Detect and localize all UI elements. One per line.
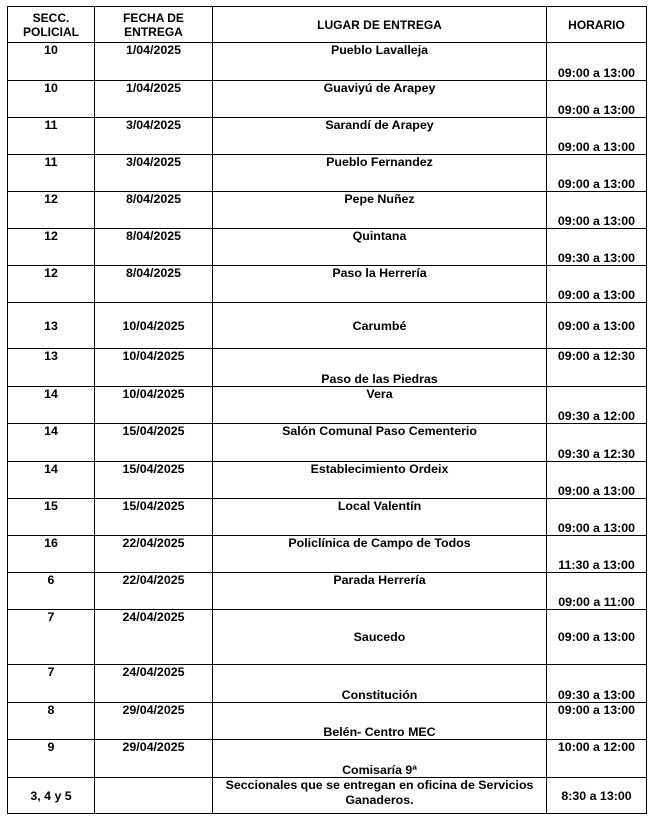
cell-fecha: 10/04/2025: [95, 387, 213, 424]
cell-fecha: [95, 778, 213, 814]
table-row: [8, 81, 647, 118]
table-row: [8, 778, 647, 814]
cell-lugar: Establecimiento Ordeix: [213, 462, 547, 499]
cell-seccion: 12: [8, 229, 95, 266]
delivery-schedule-table: [7, 6, 647, 814]
table-row: [8, 665, 647, 703]
cell-horario: 09:00 a 13:00: [547, 266, 647, 303]
cell-lugar: Carumbé: [213, 303, 547, 349]
cell-horario: 09:00 a 11:00: [547, 573, 647, 610]
table-row: [8, 387, 647, 424]
cell-seccion: 14: [8, 387, 95, 424]
cell-seccion: 11: [8, 155, 95, 192]
header-fecha: FECHA DE ENTREGA: [95, 7, 213, 43]
header-horario: HORARIO: [547, 7, 647, 43]
cell-fecha: 10/04/2025: [95, 303, 213, 349]
cell-seccion: 7: [8, 665, 95, 703]
cell-seccion: 15: [8, 499, 95, 536]
cell-lugar: Pueblo Fernandez: [213, 155, 547, 192]
table-row: [8, 536, 647, 573]
table-row: [8, 229, 647, 266]
cell-fecha: 15/04/2025: [95, 462, 213, 499]
cell-horario: 10:00 a 12:00: [547, 740, 647, 778]
cell-fecha: 15/04/2025: [95, 424, 213, 462]
cell-horario: 09:00 a 13:00: [547, 703, 647, 740]
cell-fecha: 1/04/2025: [95, 81, 213, 118]
cell-horario: 09:30 a 12:00: [547, 387, 647, 424]
cell-seccion: 10: [8, 43, 95, 81]
cell-fecha: 3/04/2025: [95, 155, 213, 192]
cell-lugar: Saucedo: [213, 610, 547, 665]
header-lugar: LUGAR DE ENTREGA: [213, 7, 547, 43]
cell-lugar: Paso la Herrería: [213, 266, 547, 303]
cell-seccion: 7: [8, 610, 95, 665]
table-row: [8, 43, 647, 81]
cell-lugar: Comisaría 9ª: [213, 740, 547, 778]
cell-fecha: 24/04/2025: [95, 665, 213, 703]
table-row: [8, 610, 647, 665]
cell-lugar: Vera: [213, 387, 547, 424]
cell-lugar: Pepe Nuñez: [213, 192, 547, 229]
cell-seccion: 8: [8, 703, 95, 740]
cell-horario: 09:30 a 13:00: [547, 229, 647, 266]
cell-horario: 11:30 a 13:00: [547, 536, 647, 573]
cell-horario: 09:00 a 13:00: [547, 81, 647, 118]
table-row: [8, 266, 647, 303]
cell-seccion: 3, 4 y 5: [8, 778, 95, 814]
cell-horario: 8:30 a 13:00: [547, 778, 647, 814]
cell-fecha: 1/04/2025: [95, 43, 213, 81]
cell-fecha: 8/04/2025: [95, 192, 213, 229]
table-header-row: [8, 7, 647, 43]
cell-seccion: 16: [8, 536, 95, 573]
cell-fecha: 24/04/2025: [95, 610, 213, 665]
cell-seccion: 6: [8, 573, 95, 610]
table-row: [8, 573, 647, 610]
cell-horario: 09:30 a 13:00: [547, 665, 647, 703]
cell-fecha: 15/04/2025: [95, 499, 213, 536]
cell-lugar: Sarandí de Arapey: [213, 118, 547, 155]
cell-seccion: 9: [8, 740, 95, 778]
cell-lugar: Seccionales que se entregan en oficina de Servicios Ganaderos.: [213, 778, 547, 814]
cell-horario: 09:00 a 13:00: [547, 303, 647, 349]
cell-lugar: Local Valentín: [213, 499, 547, 536]
cell-fecha: 29/04/2025: [95, 740, 213, 778]
table-row: [8, 499, 647, 536]
cell-seccion: 12: [8, 266, 95, 303]
cell-fecha: 8/04/2025: [95, 229, 213, 266]
table-row: [8, 192, 647, 229]
cell-horario: 09:00 a 13:00: [547, 610, 647, 665]
cell-seccion: 10: [8, 81, 95, 118]
cell-seccion: 12: [8, 192, 95, 229]
table-row: [8, 349, 647, 387]
cell-horario: 09:00 a 13:00: [547, 118, 647, 155]
table-row: [8, 703, 647, 740]
cell-fecha: 10/04/2025: [95, 349, 213, 387]
cell-horario: 09:00 a 13:00: [547, 462, 647, 499]
cell-seccion: 13: [8, 303, 95, 349]
cell-fecha: 8/04/2025: [95, 266, 213, 303]
table-row: [8, 424, 647, 462]
cell-lugar: Parada Herrería: [213, 573, 547, 610]
table-row: [8, 303, 647, 349]
table-row: [8, 155, 647, 192]
cell-horario: 09:00 a 12:30: [547, 349, 647, 387]
cell-lugar: Policlínica de Campo de Todos: [213, 536, 547, 573]
cell-horario: 09:30 a 12:30: [547, 424, 647, 462]
cell-lugar: Guaviyú de Arapey: [213, 81, 547, 118]
cell-fecha: 3/04/2025: [95, 118, 213, 155]
cell-seccion: 11: [8, 118, 95, 155]
cell-seccion: 14: [8, 424, 95, 462]
cell-horario: 09:00 a 13:00: [547, 155, 647, 192]
cell-fecha: 22/04/2025: [95, 573, 213, 610]
cell-lugar: Salón Comunal Paso Cementerio: [213, 424, 547, 462]
cell-lugar: Quintana: [213, 229, 547, 266]
cell-fecha: 29/04/2025: [95, 703, 213, 740]
cell-horario: 09:00 a 13:00: [547, 499, 647, 536]
table-row: [8, 118, 647, 155]
cell-horario: 09:00 a 13:00: [547, 192, 647, 229]
table-row: [8, 740, 647, 778]
cell-lugar: Constitución: [213, 665, 547, 703]
cell-lugar: Paso de las Piedras: [213, 349, 547, 387]
cell-seccion: 14: [8, 462, 95, 499]
cell-lugar: Belén- Centro MEC: [213, 703, 547, 740]
cell-horario: 09:00 a 13:00: [547, 43, 647, 81]
cell-fecha: 22/04/2025: [95, 536, 213, 573]
cell-lugar: Pueblo Lavalleja: [213, 43, 547, 81]
cell-seccion: 13: [8, 349, 95, 387]
table-row: [8, 462, 647, 499]
header-seccion: SECC. POLICIAL: [8, 7, 95, 43]
